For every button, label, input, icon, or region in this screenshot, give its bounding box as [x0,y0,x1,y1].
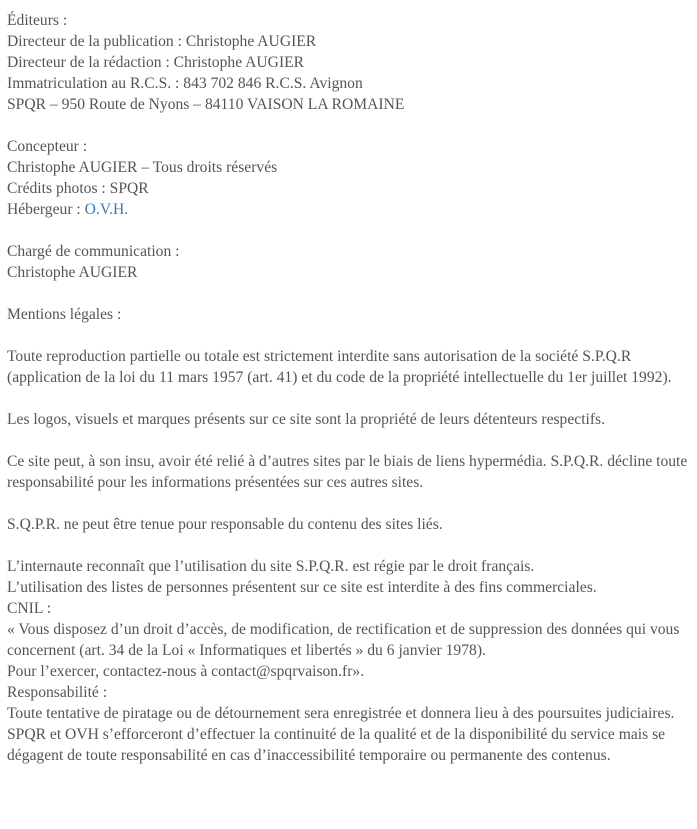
mentions-paragraph-responsable: S.Q.P.R. ne peut être tenue pour responsable du contenu des sites liés. [7,516,443,533]
listes-personnes-line: L’utilisation des listes de personnes présentent sur ce site est interdite à des fins commerciales. [7,579,597,596]
editeurs-heading: Éditeurs : [7,12,68,29]
internaute-line: L’internaute reconnaît que l’utilisation du site S.P.Q.R. est régie par le droit français. [7,558,535,575]
cnil-heading: CNIL : [7,600,52,617]
communication-heading: Chargé de communication : [7,243,180,260]
responsabilite-piratage: Toute tentative de piratage ou de détournement sera enregistrée et donnera lieu à des poursuites judiciaires. [7,705,675,722]
directeur-redaction: Directeur de la rédaction : Christophe AUGIER [7,54,305,71]
concepteur-heading: Concepteur : [7,138,88,155]
mentions-paragraph-reproduction: Toute reproduction partielle ou totale est strictement interdite sans autorisation de la société S.P.Q.R (application de la loi du 11 mars 1957 (art. 41) et du code de la propriété intellectuelle du 1er juillet 1992). [7,348,672,386]
responsabilite-continuite: SPQR et OVH s’efforceront d’effectuer la continuité de la qualité et de la disponibilité du service mais se dégagent de toute responsabilité en cas d’inaccessibilité temporaire ou permanente des contenus. [7,726,666,764]
ovh-link[interactable]: O.V.H. [84,201,129,218]
cnil-droits: « Vous disposez d’un droit d’accès, de modification, de rectification et de suppression des données qui vous concernent (art. 34 de la Loi « Informatiques et libertés » du 6 janvier 1978). [7,621,680,659]
mentions-paragraph-logos: Les logos, visuels et marques présents sur ce site sont la propriété de leurs détenteurs respectifs. [7,411,606,428]
editeurs-section [7,10,691,115]
concepteur-name: Christophe AUGIER – Tous droits réservés [7,159,278,176]
immatriculation-rcs: Immatriculation au R.C.S. : 843 702 846 R.C.S. Avignon [7,75,363,92]
mentions-heading: Mentions légales : [7,306,122,323]
mentions-paragraph-liens: Ce site peut, à son insu, avoir été relié à d’autres sites par le biais de liens hypermédia. S.P.Q.R. décline toute responsabilité pour les informations présentées sur ces autres sites. [7,453,688,491]
credits-photos: Crédits photos : SPQR [7,180,149,197]
communication-name: Christophe AUGIER [7,264,138,281]
communication-section [7,241,691,283]
hebergeur-line [7,199,691,220]
directeur-publication: Directeur de la publication : Christophe AUGIER [7,33,317,50]
concepteur-section [7,136,691,220]
adresse-spqr: SPQR – 950 Route de Nyons – 84110 VAISON LA ROMAINE [7,96,405,113]
hebergeur-label: Hébergeur : [7,201,85,218]
cnil-contact: Pour l’exercer, contactez-nous à contact@spqrvaison.fr». [7,663,365,680]
responsabilite-heading: Responsabilité : [7,684,108,701]
final-block [7,556,691,766]
